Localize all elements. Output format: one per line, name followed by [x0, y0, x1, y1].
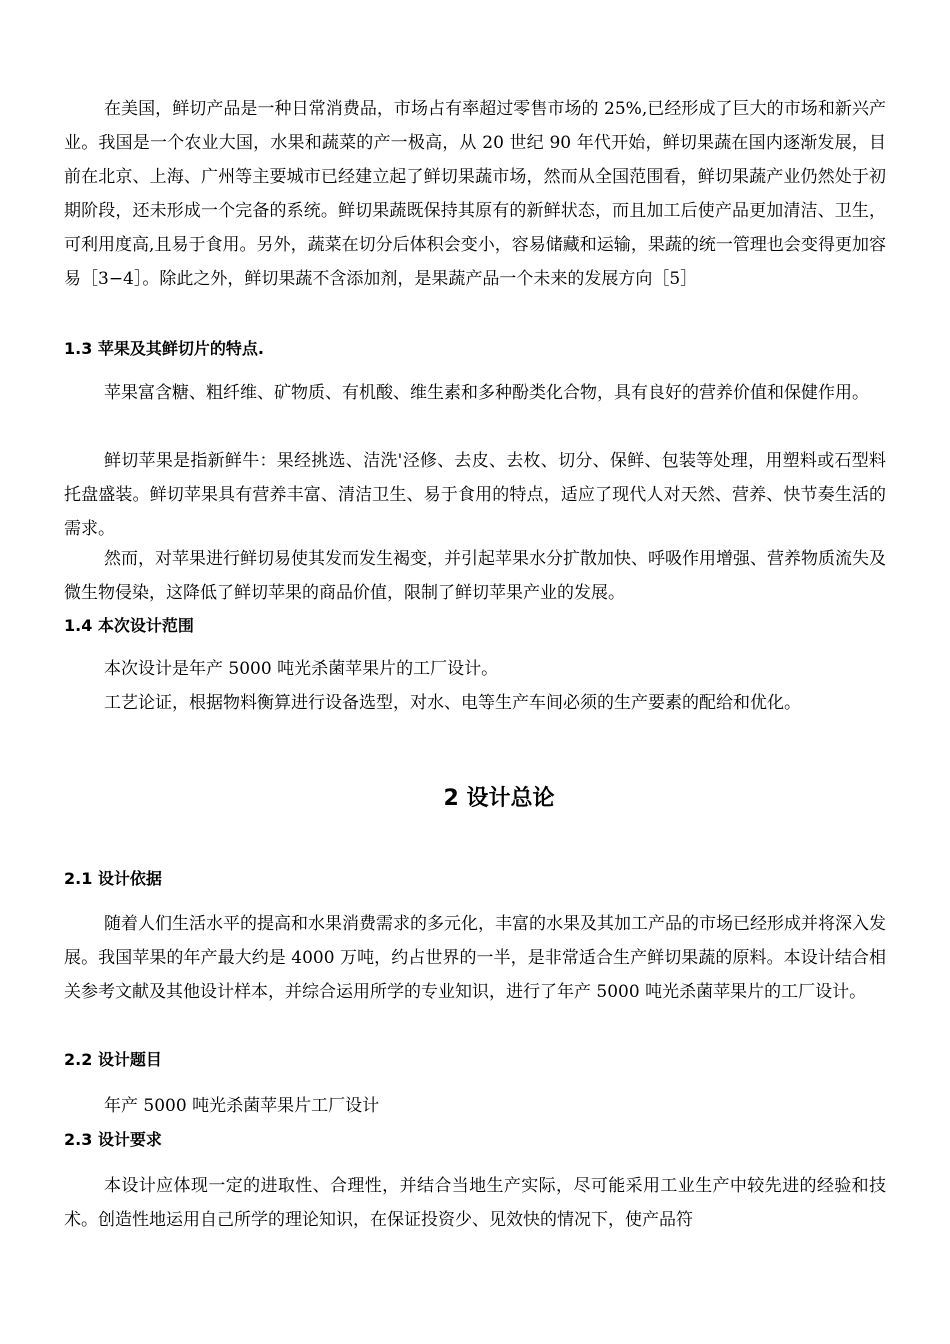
- paragraph-2-2: 年产 5000 吨光杀菌苹果片工厂设计: [104, 1096, 380, 1116]
- section-heading-2-1: 2.1 设计依据: [64, 869, 162, 888]
- paragraph-1-4-a: 本次设计是年产 5000 吨光杀菌苹果片的工厂设计。: [104, 659, 499, 679]
- intro-paragraph: 在美国，鲜切产品是一种日常消费品，市场占有率超过零售市场的 25%,已经形成了巨大的市场和新兴产业。我国是一个农业大国，水果和蔬菜的产一极高，从 20 世纪 90 年代开始，鲜切果蔬在国内逐渐发展，目前在北京、上海、广州等主要城市已经建立起了鲜切果蔬市场，然而从全国范围看，鲜切果蔬产业仍然处于初期阶段，还未形成一个完备的系统。鲜切果蔬既保持其原有的新鲜状态，而且加工后使产品更加清洁、卫生，可利用度高,且易于食用。另外，蔬菜在切分后体积会变小，容易储藏和运输，果蔬的统一管理也会变得更加容易［3−4］。除此之外，鲜切果蔬不含添加剂，是果蔬产品一个未来的发展方向［5］: [64, 99, 886, 289]
- section-heading-1-4: 1.4 本次设计范围: [64, 616, 194, 635]
- paragraph-1-4-b: 工艺论证，根据物料衡算进行设备选型，对水、电等生产车间必须的生产要素的配给和优化。: [104, 693, 801, 713]
- paragraph-1-3-c: 然而，对苹果进行鲜切易使其发而发生褐变，并引起苹果水分扩散加快、呼吸作用增强、营养物质流失及微生物侵染，这降低了鲜切苹果的商品价值，限制了鲜切苹果产业的发展。: [64, 549, 886, 603]
- paragraph-2-3: 本设计应体现一定的进取性、合理性，并结合当地生产实际，尽可能采用工业生产中较先进的经验和技术。创造性地运用自己所学的理论知识，在保证投资少、见效快的情况下，使产品符: [64, 1176, 886, 1230]
- paragraph-1-3-b: 鲜切苹果是指新鲜牛：果经挑选、洁洗'泾修、去皮、去枚、切分、保鲜、包装等处理，用塑料或石型料托盘盛装。鲜切苹果具有营养丰富、清洁卫生、易于食用的特点，适应了现代人对天然、营养、快节奏生活的需求。: [64, 451, 886, 539]
- section-heading-2-3: 2.3 设计要求: [64, 1130, 162, 1149]
- section-heading-1-3: 1.3 苹果及其鲜切片的特点.: [64, 339, 264, 358]
- paragraph-2-1: 随着人们生活水平的提高和水果消费需求的多元化，丰富的水果及其加工产品的市场已经形成并将深入发展。我国苹果的年产最大约是 4000 万吨，约占世界的一半，是非常适合生产鲜切果蔬的原料。本设计结合相关参考文献及其他设计样本，并综合运用所学的专业知识，进行了年产 5000 吨光杀菌苹果片的工厂设计。: [64, 914, 886, 1002]
- chapter-title: 2 设计总论: [443, 786, 555, 811]
- paragraph-1-3-a: 苹果富含糖、粗纤维、矿物质、有机酸、维生素和多种酚类化合物，具有良好的营养价值和保健作用。: [104, 383, 869, 403]
- section-heading-2-2: 2.2 设计题目: [64, 1050, 162, 1069]
